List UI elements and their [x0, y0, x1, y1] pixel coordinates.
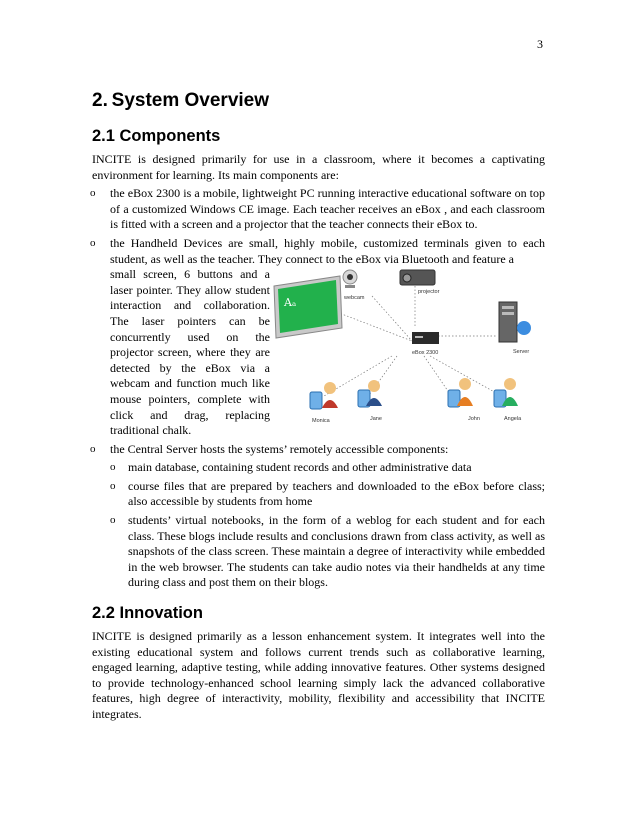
innovation-body: INCITE is designed primarily as a lesson enhancement system. It integrates well into the existing educational system and follows current trends such as collaborative learning, engaged learning, adaptive testing, while adding innovative features. Other systems designed to provide technology-enhanced school learning simply lack the advanced collaborative features, high degree of interactivity, mobility, flexibility and accessibility that INCITE integrates. [92, 629, 545, 721]
student-angela-icon [494, 378, 522, 422]
webcam-label: webcam [344, 295, 365, 302]
list-item-central-server [92, 442, 545, 591]
smartboard-icon [274, 276, 342, 338]
subsection-heading-components: 2.1 Components [92, 127, 221, 145]
student-john-icon [448, 378, 480, 422]
projector-icon [400, 270, 440, 295]
list-item-handheld [92, 236, 545, 439]
list-item-ebox: o the eBox 2300 is a mobile, lightweight PC running interactive educational software on top of a customized Windows CE image. Each teacher receives an eBox , and each classroom is fitted with a screen and a projector that the teacher connects their eBox to. [92, 186, 545, 233]
server-label: Server [513, 349, 530, 356]
projector-label: projector [418, 289, 440, 296]
jane-label: Jane [370, 416, 382, 423]
central-server-text: the Central Server hosts the systems’ remotely accessible components: [110, 441, 449, 456]
components-intro: INCITE is designed primarily for use in a classroom, where it becomes a captivating environment for learning. Its main components are: [92, 152, 545, 182]
list-item-course-files: o course files that are prepared by teachers and downloaded to the eBox before class; also accessible by students from home [110, 479, 545, 510]
section-heading-system-overview: 2. System Overview [92, 90, 270, 111]
system-diagram [272, 266, 545, 432]
list-item-main-database: o main database, containing student records and other administrative data [110, 460, 545, 476]
webcam-icon [343, 270, 365, 301]
handheld-text-continued: small screen, 6 buttons and a laser pointer. They allow student interaction and collaboration. The laser pointers can be concurrently used on the projector screen, where they are detected by the eBox via a webcam and function much like mouse pointers, complete with click and drag, replacing traditional chalk. [110, 267, 270, 438]
ebox-icon [412, 332, 439, 356]
student-monica-icon [310, 382, 338, 424]
ebox-label: eBox 2300 [412, 350, 439, 357]
angela-label: Angela [504, 416, 522, 423]
subsection-heading-innovation: 2.2 Innovation [92, 604, 203, 623]
handheld-float-wrap [110, 267, 545, 439]
connection-lines [324, 286, 498, 396]
john-label: John [468, 416, 480, 423]
list-item-virtual-notebooks: o students’ virtual notebooks, in the form of a weblog for each student and for each class. These blogs include results and conclusions drawn from class activity, as well as snapshots of the class screen. These maintain a degree of interactivity while embedded in the web browser. The students can take audio notes via their handhelds at any time during class and post them on their blogs. [110, 513, 545, 591]
page-content [92, 88, 545, 723]
handheld-text-start: the Handheld Devices are small, highly mobile, customized terminals given to each student, as well as the teacher. They connect to the eBox via Bluetooth and feature a [110, 235, 545, 266]
page-number: 3 [537, 37, 543, 51]
board-label: Aₐ [284, 296, 297, 310]
components-list [92, 186, 545, 591]
student-jane-icon [358, 380, 382, 422]
server-components-list [110, 460, 545, 591]
server-icon [499, 302, 531, 355]
monica-label: Monica [312, 418, 330, 425]
